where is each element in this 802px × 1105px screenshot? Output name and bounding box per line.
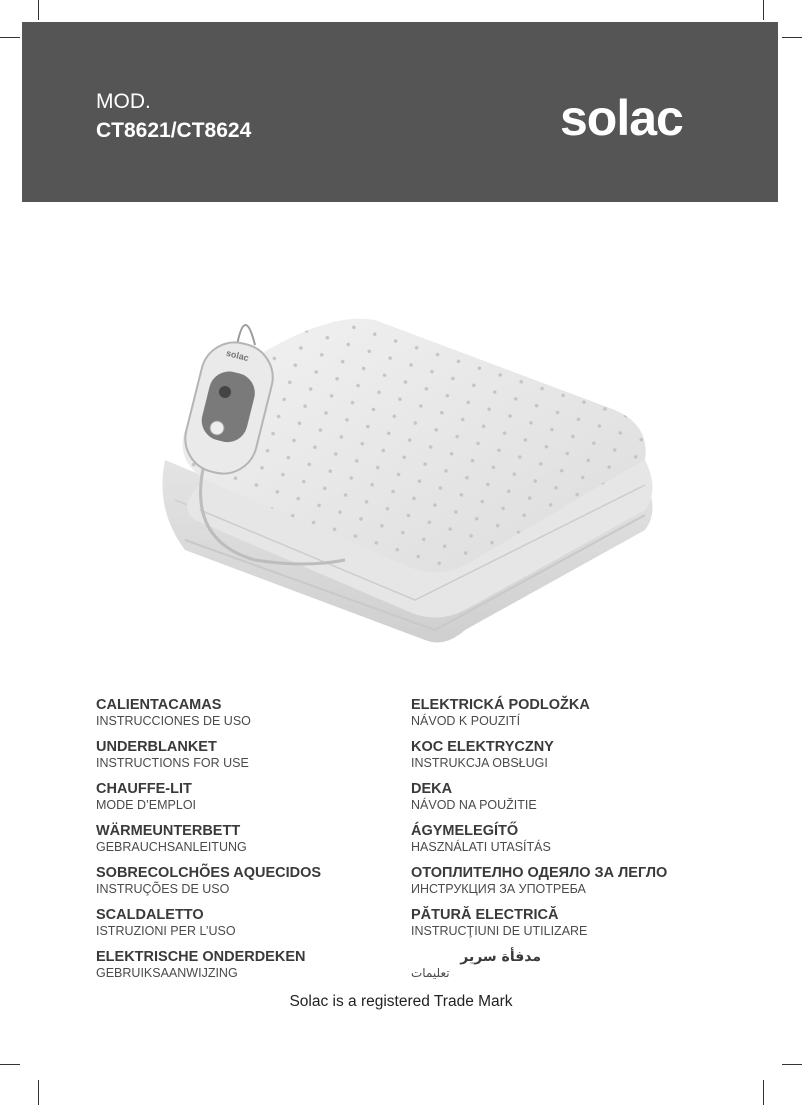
model-number: CT8621/CT8624 <box>96 119 252 142</box>
language-entry <box>96 907 396 949</box>
entry-subtitle: HASZNÁLATI UTASÍTÁS <box>411 840 551 854</box>
entry-subtitle: ISTRUZIONI PER L’USO <box>96 924 236 938</box>
entry-title: ELEKTRISCHE ONDERDEKEN <box>96 949 306 965</box>
language-entry <box>411 781 711 823</box>
header-banner <box>22 22 778 202</box>
language-entry <box>96 697 396 739</box>
entry-subtitle: INSTRUCŢIUNI DE UTILIZARE <box>411 924 588 938</box>
entry-title: CHAUFFE-LIT <box>96 781 192 797</box>
entry-title: ELEKTRICKÁ PODLOŽKA <box>411 697 590 713</box>
entry-title: PĂTURĂ ELECTRICĂ <box>411 907 559 923</box>
brand-logo: solac <box>560 90 683 146</box>
entry-subtitle: NÁVOD NA POUŽITIE <box>411 798 537 812</box>
entry-title: CALIENTACAMAS <box>96 697 222 713</box>
language-entry <box>96 949 396 991</box>
language-entry <box>96 823 396 865</box>
crop-mark <box>38 0 39 20</box>
crop-mark <box>763 1080 764 1105</box>
crop-mark <box>0 1064 20 1065</box>
remote-logo: solac <box>225 347 250 364</box>
language-entry <box>411 823 711 865</box>
entry-title: مدفأة سرير <box>460 949 541 965</box>
language-list-right <box>411 697 711 991</box>
entry-title: SCALDALETTO <box>96 907 204 923</box>
entry-subtitle: GEBRAUCHSANLEITUNG <box>96 840 247 854</box>
language-entry <box>411 907 711 949</box>
entry-title: ÁGYMELEGÍTŐ <box>411 823 519 839</box>
language-entry <box>96 739 396 781</box>
entry-title: SOBRECOLCHÕES AQUECIDOS <box>96 865 322 881</box>
entry-subtitle: INSTRUCTIONS FOR USE <box>96 756 249 770</box>
crop-mark <box>0 37 20 38</box>
entry-title: UNDERBLANKET <box>96 739 217 755</box>
entry-subtitle: INSTRUKCJA OBSŁUGI <box>411 756 548 770</box>
language-entry <box>411 865 711 907</box>
entry-subtitle: NÁVOD K POUZITÍ <box>411 714 521 728</box>
entry-title: ОТОПЛИТЕЛНО ОДЕЯЛО ЗА ЛЕГЛО <box>411 865 668 881</box>
entry-subtitle: GEBRUIKSAANWIJZING <box>96 966 238 980</box>
mod-label: MOD. <box>96 90 151 113</box>
trademark-notice: Solac is a registered Trade Mark <box>289 993 513 1010</box>
language-entry <box>411 739 711 781</box>
crop-mark <box>782 37 802 38</box>
language-entry <box>96 865 396 907</box>
heated-blanket-image <box>145 310 665 650</box>
entry-title: DEKA <box>411 781 453 797</box>
language-entry <box>96 781 396 823</box>
entry-subtitle: ИНСТРУКЦИЯ ЗА УПОТРЕБА <box>411 882 586 896</box>
entry-subtitle: INSTRUCCIONES DE USO <box>96 714 251 728</box>
crop-mark <box>38 1080 39 1105</box>
entry-subtitle: MODE D’EMPLOI <box>96 798 197 812</box>
entry-subtitle: INSTRUÇÕES DE USO <box>96 882 230 896</box>
language-list-left <box>96 697 396 991</box>
entry-title: KOC ELEKTRYCZNY <box>411 739 554 755</box>
language-entry <box>411 949 711 991</box>
crop-mark <box>782 1064 802 1065</box>
entry-title: WÄRMEUNTERBETT <box>96 823 241 839</box>
crop-mark <box>763 0 764 20</box>
entry-subtitle: تعليمات <box>411 966 450 980</box>
language-entry <box>411 697 711 739</box>
